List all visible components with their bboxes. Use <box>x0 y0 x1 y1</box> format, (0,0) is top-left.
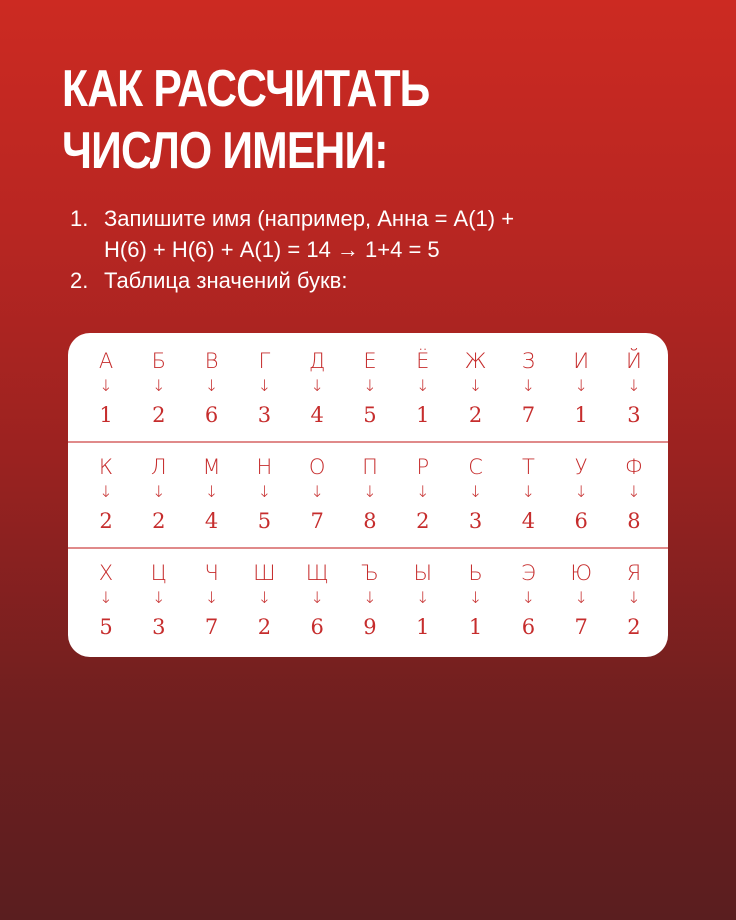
letter-value: 6 <box>204 403 219 427</box>
letter-cell <box>86 453 126 545</box>
letter-value: 6 <box>574 509 588 533</box>
letter-label: М <box>202 455 221 479</box>
arrow-down-icon: ↓ <box>521 588 536 607</box>
letter-value: 6 <box>310 615 324 639</box>
letter-value: 2 <box>99 509 113 533</box>
arrow-down-icon: ↓ <box>310 588 324 607</box>
arrow-down-icon: ↓ <box>521 376 536 395</box>
arrow-down-icon: ↓ <box>416 376 430 395</box>
letter-cell <box>456 559 496 651</box>
letter-cell <box>244 559 284 651</box>
letter-label: Е <box>363 349 377 373</box>
letter-value: 9 <box>363 615 377 639</box>
letter-cell <box>244 453 284 545</box>
letter-label: Ь <box>468 561 483 585</box>
letter-cell <box>350 347 390 439</box>
letter-value: 2 <box>152 403 166 427</box>
table-row <box>86 453 654 545</box>
letter-value: 1 <box>99 403 113 427</box>
arrow-down-icon: ↓ <box>574 376 588 395</box>
letter-value: 2 <box>257 615 272 639</box>
letter-cell <box>508 453 548 545</box>
arrow-down-icon: ↓ <box>574 482 588 501</box>
letter-label: К <box>98 455 114 479</box>
letter-label: Э <box>521 561 536 585</box>
letter-value: 2 <box>416 509 430 533</box>
letter-label: Ф <box>624 455 643 479</box>
step-text <box>104 265 670 296</box>
arrow-down-icon: ↓ <box>152 482 166 501</box>
letter-label: Ё <box>416 349 430 373</box>
letter-label: Ю <box>570 561 592 585</box>
step-1 <box>70 203 670 265</box>
table-divider <box>68 441 668 443</box>
arrow-down-icon: ↓ <box>363 376 377 395</box>
letter-label: Х <box>98 561 114 585</box>
letter-value: 4 <box>521 509 536 533</box>
step-number: 2. <box>70 268 89 293</box>
arrow-down-icon: ↓ <box>204 482 219 501</box>
letter-label: Ъ <box>361 561 379 585</box>
letter-value: 4 <box>204 509 219 533</box>
letter-cell <box>139 559 179 651</box>
letter-cell <box>403 347 443 439</box>
letter-label: Ш <box>253 561 276 585</box>
letter-cell <box>456 453 496 545</box>
letter-cell <box>614 347 654 439</box>
letter-label: Ц <box>150 561 167 585</box>
letter-label: Я <box>626 561 642 585</box>
arrow-down-icon: ↓ <box>257 376 272 395</box>
letter-label: Щ <box>305 561 329 585</box>
page-title <box>62 58 430 182</box>
letter-cell <box>561 559 601 651</box>
letter-cell <box>456 347 496 439</box>
letter-value: 2 <box>468 403 483 427</box>
step-text-line: Таблица значений букв: <box>104 268 348 293</box>
title-line-1: КАК РАССЧИТАТЬ <box>62 60 430 118</box>
arrow-down-icon: ↓ <box>468 588 483 607</box>
arrow-down-icon: ↓ <box>363 588 377 607</box>
arrow-down-icon: ↓ <box>521 482 536 501</box>
letter-label: Т <box>521 455 535 479</box>
arrow-down-icon: ↓ <box>574 588 588 607</box>
arrow-down-icon: ↓ <box>99 482 113 501</box>
letter-value: 2 <box>627 615 641 639</box>
letter-value: 2 <box>152 509 166 533</box>
arrow-down-icon: ↓ <box>310 482 324 501</box>
letter-cell <box>508 347 548 439</box>
letter-value: 1 <box>468 615 483 639</box>
arrow-down-icon: ↓ <box>257 482 272 501</box>
letter-label: С <box>468 455 483 479</box>
steps-list <box>70 203 670 296</box>
step-text <box>104 203 670 265</box>
letter-cell <box>86 559 126 651</box>
letter-cell <box>297 347 337 439</box>
letter-label: Ы <box>413 561 433 585</box>
letter-value: 5 <box>363 403 377 427</box>
letter-label: З <box>521 349 536 373</box>
letter-value: 7 <box>574 615 588 639</box>
table-row <box>86 347 654 439</box>
letter-cell <box>139 453 179 545</box>
letter-cell <box>561 453 601 545</box>
arrow-down-icon: ↓ <box>257 588 272 607</box>
letter-cell <box>403 559 443 651</box>
letter-cell <box>350 453 390 545</box>
arrow-down-icon: ↓ <box>152 376 166 395</box>
letter-cell <box>297 453 337 545</box>
letter-cell <box>192 453 232 545</box>
letter-cell <box>86 347 126 439</box>
letter-label: Л <box>150 455 167 479</box>
letter-label: Ж <box>464 349 487 373</box>
letter-values-table <box>68 333 668 657</box>
step-text-line: Н(6) + Н(6) + А(1) = 14 → 1+4 = 5 <box>104 237 440 262</box>
step-2 <box>70 265 670 296</box>
letter-label: И <box>573 349 590 373</box>
arrow-down-icon: ↓ <box>627 376 641 395</box>
letter-label: П <box>362 455 378 479</box>
letter-cell <box>192 347 232 439</box>
letter-label: Р <box>416 455 430 479</box>
arrow-down-icon: ↓ <box>204 588 219 607</box>
letter-cell <box>192 559 232 651</box>
letter-label: О <box>308 455 326 479</box>
letter-cell <box>139 347 179 439</box>
letter-cell <box>297 559 337 651</box>
arrow-down-icon: ↓ <box>416 482 430 501</box>
letter-value: 6 <box>521 615 536 639</box>
letter-value: 3 <box>627 403 641 427</box>
arrow-down-icon: ↓ <box>99 376 113 395</box>
letter-value: 5 <box>99 615 113 639</box>
arrow-down-icon: ↓ <box>310 376 324 395</box>
letter-value: 3 <box>257 403 272 427</box>
arrow-down-icon: ↓ <box>627 588 641 607</box>
letter-value: 3 <box>468 509 483 533</box>
letter-value: 5 <box>257 509 272 533</box>
letter-label: Н <box>256 455 273 479</box>
letter-label: В <box>204 349 219 373</box>
arrow-down-icon: ↓ <box>468 482 483 501</box>
letter-cell <box>614 559 654 651</box>
table-divider <box>68 547 668 549</box>
letter-value: 4 <box>310 403 324 427</box>
letter-value: 1 <box>416 615 430 639</box>
letter-cell <box>508 559 548 651</box>
letter-cell <box>244 347 284 439</box>
arrow-down-icon: ↓ <box>363 482 377 501</box>
letter-value: 7 <box>310 509 324 533</box>
letter-value: 8 <box>363 509 377 533</box>
arrow-down-icon: ↓ <box>152 588 166 607</box>
letter-value: 7 <box>521 403 536 427</box>
letter-value: 1 <box>416 403 430 427</box>
letter-cell <box>350 559 390 651</box>
letter-cell <box>561 347 601 439</box>
letter-label: Ч <box>204 561 219 585</box>
step-text-line: Запишите имя (например, Анна = А(1) + <box>104 206 515 231</box>
letter-value: 3 <box>152 615 166 639</box>
arrow-down-icon: ↓ <box>627 482 641 501</box>
step-number: 1. <box>70 206 89 231</box>
letter-label: Г <box>258 349 271 373</box>
letter-label: Д <box>309 349 326 373</box>
letter-label: Б <box>151 349 166 373</box>
letter-value: 8 <box>627 509 641 533</box>
letter-label: А <box>98 349 114 373</box>
arrow-down-icon: ↓ <box>204 376 219 395</box>
letter-value: 7 <box>204 615 219 639</box>
arrow-down-icon: ↓ <box>416 588 430 607</box>
arrow-down-icon: ↓ <box>99 588 113 607</box>
letter-cell <box>614 453 654 545</box>
title-line-2: ЧИСЛО ИМЕНИ: <box>62 122 388 180</box>
letter-cell <box>403 453 443 545</box>
letter-label: Й <box>626 349 642 373</box>
letter-label: У <box>574 455 588 479</box>
letter-value: 1 <box>574 403 588 427</box>
table-row <box>86 559 654 651</box>
arrow-down-icon: ↓ <box>468 376 483 395</box>
